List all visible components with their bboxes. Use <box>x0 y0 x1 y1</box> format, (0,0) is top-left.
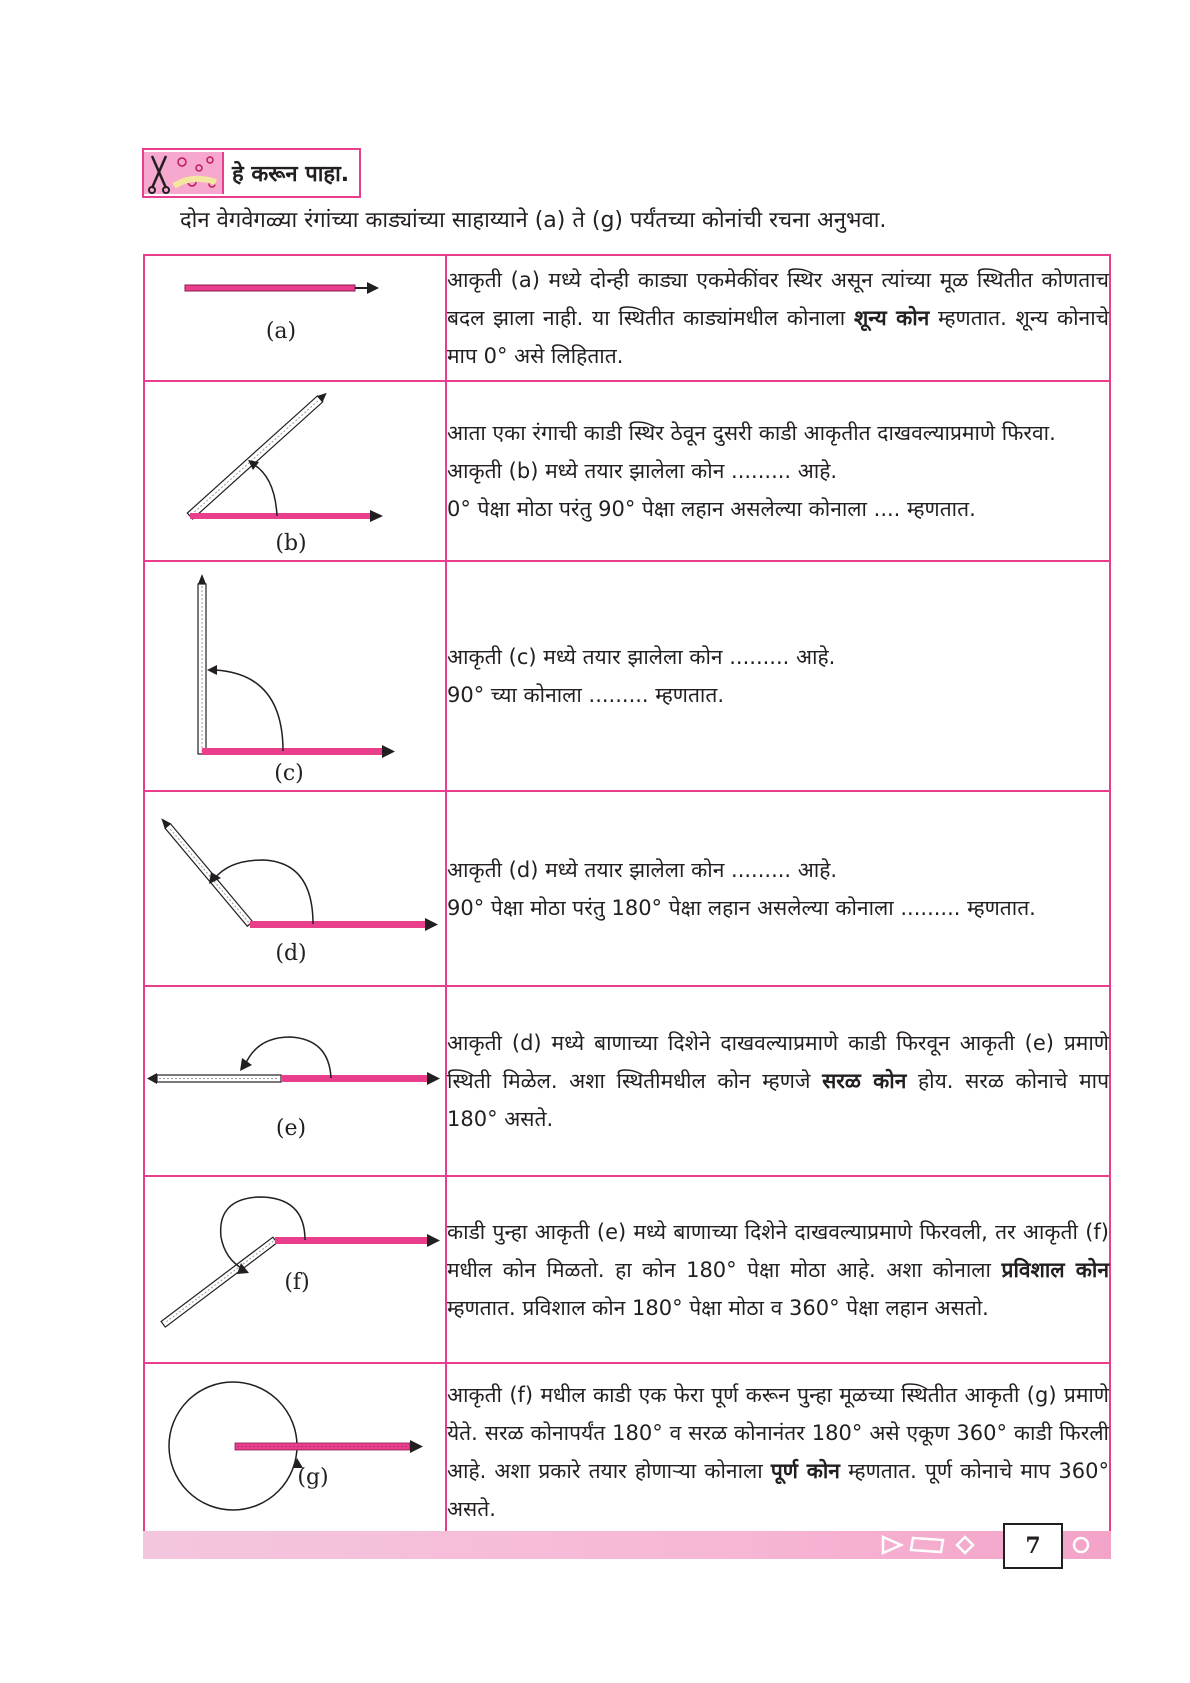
figure-a <box>145 256 445 380</box>
figure-c <box>145 562 445 790</box>
section-header <box>142 148 361 198</box>
row-text: आकृती (c) मध्ये तयार झालेला कोन ......... आहे. <box>447 645 836 669</box>
figure-cell-b <box>144 381 446 561</box>
figure-cell-a <box>144 255 446 381</box>
row-text <box>447 1376 1109 1528</box>
table-row <box>144 1176 1110 1363</box>
table-row <box>144 255 1110 381</box>
figure-cell-g <box>144 1363 446 1541</box>
figure-d <box>145 792 445 985</box>
figure-g <box>145 1364 445 1540</box>
figure-cell-d <box>144 791 446 986</box>
term-reflex-angle: प्रविशाल कोन <box>1001 1257 1109 1282</box>
page-number: 7 <box>1003 1523 1063 1569</box>
footer-shapes-icon <box>143 1531 1111 1559</box>
table-row <box>144 986 1110 1176</box>
table-row <box>144 561 1110 791</box>
row-text: आता एका रंगाची काडी स्थिर ठेवून दुसरी काडी आकृतीत दाखवल्याप्रमाणे फिरवा. <box>447 421 1056 445</box>
text-cell-g <box>446 1363 1110 1541</box>
table-row <box>144 791 1110 986</box>
row-text <box>447 261 1109 375</box>
figure-label: (f) <box>284 1270 310 1295</box>
text-segment: म्हणतात. प्रविशाल कोन 180° पेक्षा मोठा व 360° पेक्षा लहान असतो. <box>447 1295 989 1320</box>
term-complete-angle: पूर्ण कोन <box>770 1459 840 1483</box>
text-cell-b <box>446 381 1110 561</box>
figure-label: (d) <box>275 941 307 966</box>
text-segment: काडी पुन्हा आकृती (e) मध्ये बाणाच्या दिशेने दाखवल्याप्रमाणे फिरवली, तर आकृती (f) मधील कोन मिळतो. हा कोन 180° पेक्षा मोठा आहे. अशा कोनाला <box>447 1219 1109 1282</box>
text-cell-d <box>446 791 1110 986</box>
section-title: हे करून पाहा. <box>232 162 350 187</box>
row-text: 0° पेक्षा मोठा परंतु 90° पेक्षा लहान असलेल्या कोनाला .... म्हणतात. <box>447 497 976 521</box>
figure-e <box>145 987 445 1175</box>
table-row <box>144 1363 1110 1541</box>
row-text <box>447 1024 1109 1138</box>
text-cell-c <box>446 561 1110 791</box>
text-segment: आकृती (d) मध्ये बाणाच्या दिशेने दाखवल्याप्रमाणे काडी फिरवून आकृती (e) प्रमाणे स्थिती मिळेल. अशा स्थितीमधील कोन म्हणजे <box>447 1031 1109 1093</box>
figure-cell-e <box>144 986 446 1176</box>
figure-cell-f <box>144 1176 446 1363</box>
text-segment: आकृती (f) मधील काडी एक फेरा पूर्ण करून पुन्हा मूळच्या स्थितीत आकृती (g) प्रमाणे येते. सरळ कोनापर्यंत 180° व सरळ कोनानंतर 180° असे एकूण 360° काडी फिरली आहे. अशा प्रकारे तयार होणाऱ्या कोनाला <box>447 1383 1109 1483</box>
text-cell-e <box>446 986 1110 1176</box>
scissors-tape-icon <box>144 152 224 194</box>
row-text: आकृती (d) मध्ये तयार झालेला कोन ......... आहे. <box>447 857 838 882</box>
table-row <box>144 381 1110 561</box>
text-cell-a <box>446 255 1110 381</box>
text-segment: म्हणतात. पूर्ण कोनाचे माप 360° असते. <box>447 1459 1109 1521</box>
angle-table <box>143 254 1111 1542</box>
row-text: 90° पेक्षा मोठा परंतु 180° पेक्षा लहान असलेल्या कोनाला ......... म्हणतात. <box>447 895 1036 920</box>
term-straight-angle: सरळ कोन <box>822 1069 907 1093</box>
figure-b <box>145 382 445 560</box>
figure-label: (c) <box>274 761 304 786</box>
footer-band <box>143 1531 1111 1559</box>
row-text: आकृती (b) मध्ये तयार झालेला कोन ......... आहे. <box>447 459 838 483</box>
text-segment: आकृती (a) मध्ये दोन्ही काड्या एकमेकींवर स्थिर असून त्यांच्या मूळ स्थितीत कोणताच बदल झाला नाही. या स्थितीत काड्यांमधील कोनाला <box>447 268 1109 330</box>
figure-f <box>145 1177 445 1362</box>
figure-cell-c <box>144 561 446 791</box>
row-text <box>447 1213 1109 1327</box>
term-zero-angle: शून्य कोन <box>854 306 930 330</box>
intro-text: दोन वेगवेगळ्या रंगांच्या काड्यांच्या साहाय्याने (a) ते (g) पर्यंतच्या कोनांची रचना अनुभवा. <box>180 208 887 233</box>
text-segment: होय. सरळ कोनाचे माप 180° असते. <box>447 1069 1110 1131</box>
row-text: 90° च्या कोनाला ......... म्हणतात. <box>447 683 725 707</box>
figure-label: (b) <box>275 531 307 556</box>
text-segment: म्हणतात. शून्य कोनाचे माप 0° असे लिहितात. <box>447 306 1109 368</box>
figure-label: (g) <box>297 1465 329 1490</box>
figure-label: (e) <box>275 1116 307 1141</box>
text-cell-f <box>446 1176 1110 1363</box>
figure-label: (a) <box>265 319 297 344</box>
